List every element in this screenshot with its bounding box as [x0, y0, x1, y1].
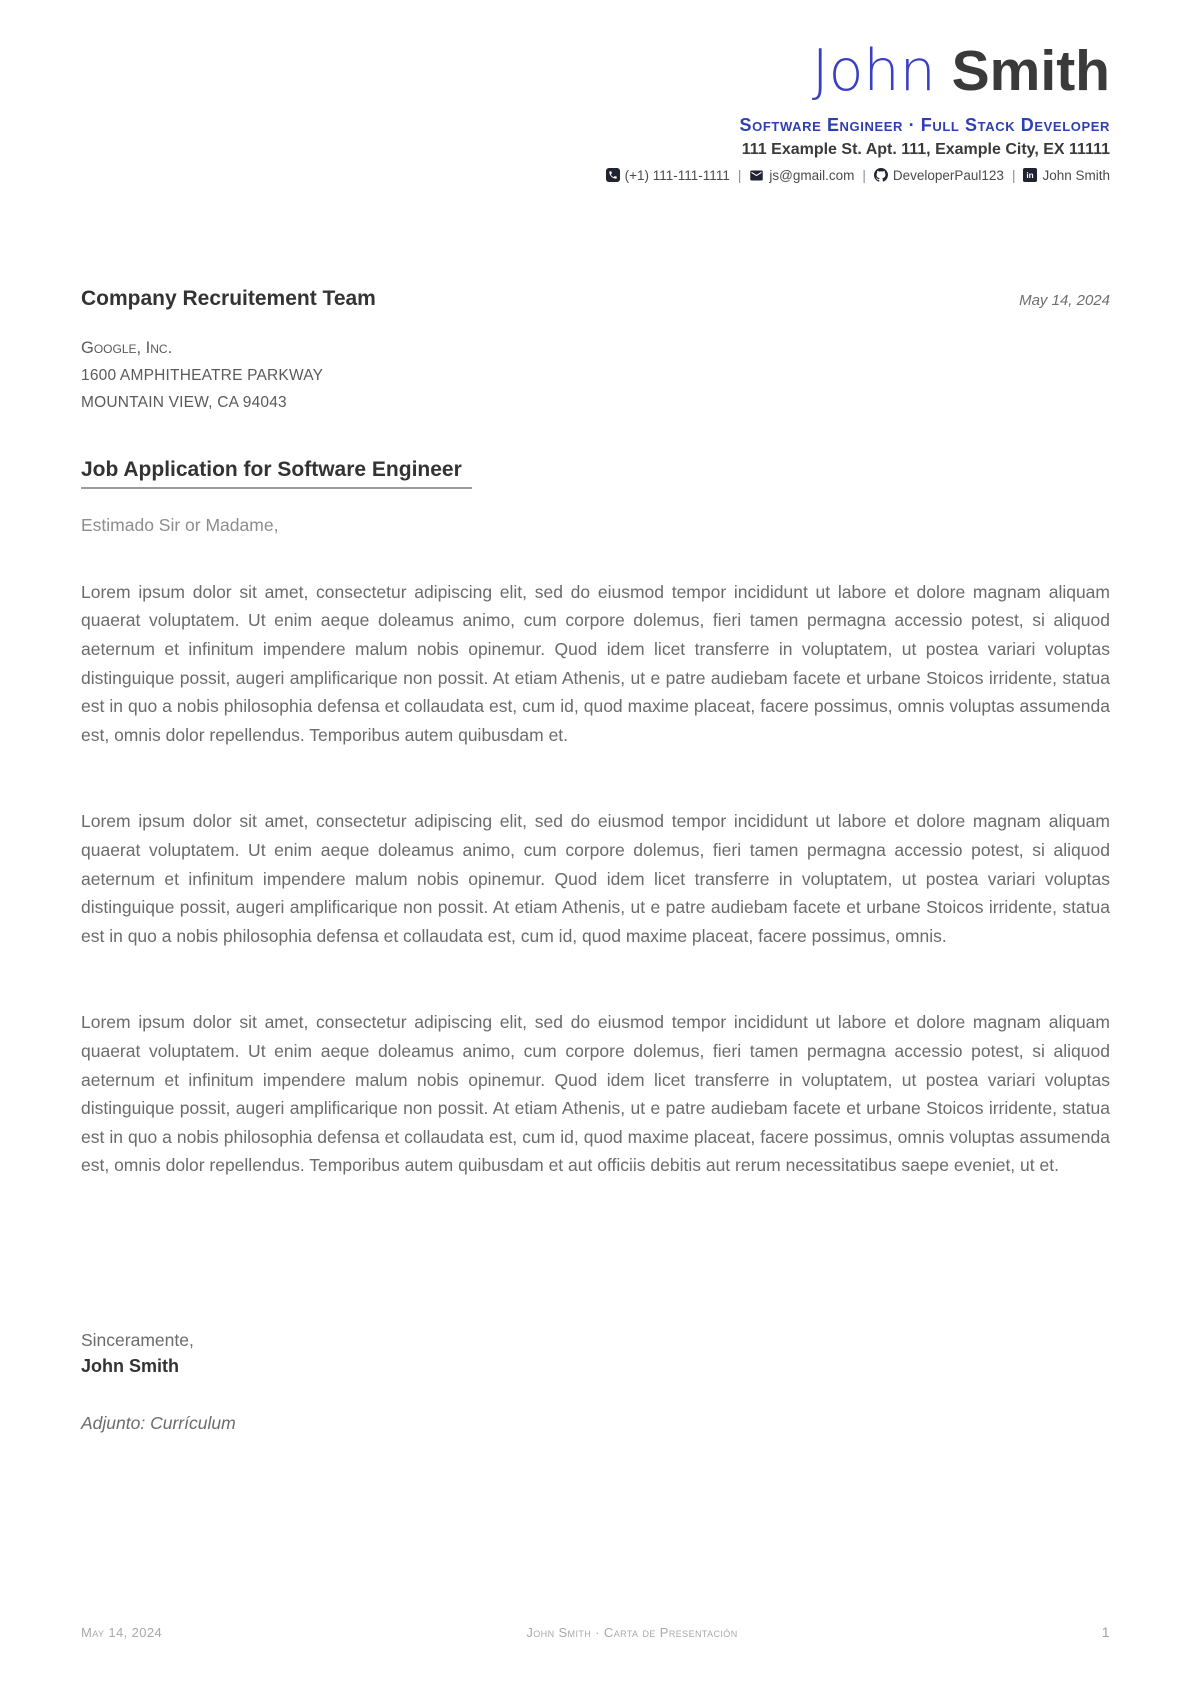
- letter-subject: Job Application for Software Engineer: [81, 458, 472, 489]
- phone-link[interactable]: [606, 168, 730, 183]
- github-handle: DeveloperPaul123: [892, 167, 1004, 183]
- letter-body: [81, 578, 1110, 1180]
- person-name: [81, 38, 1110, 104]
- envelope-icon: [749, 168, 764, 183]
- closing-block: [81, 1330, 1110, 1377]
- letter-date: May 14, 2024: [1019, 291, 1110, 309]
- greeting: Estimado Sir or Madame,: [81, 514, 279, 535]
- recipient-company: Google, Inc.: [81, 338, 173, 357]
- phone-square-icon: [606, 168, 620, 182]
- enclosure-note: Adjunto: Currículum: [81, 1412, 236, 1433]
- email-link[interactable]: [749, 168, 854, 183]
- footer-document-title: John Smith · Carta de Presentación: [526, 1625, 738, 1640]
- svg-text:in: in: [1026, 171, 1035, 181]
- contact-separator: |: [1011, 167, 1016, 183]
- paragraph-2: Lorem ipsum dolor sit amet, consectetur adipiscing elit, sed do eiusmod tempor incididunt ut labore et dolore magnam aliquam quaerat voluptatem. Ut enim aeque doleamus animo, cum corpore dolemus, fieri tamen permagna accessio potest, si aliquod aeternum et infinitum impendere malum nobis opinemur. Quod idem licet transferre in voluptatem, ut postea variari voluptas distinguique possit, augeri amplificarique non possit. At etiam Athenis, ut e patre audiebam facete et urbane Stoicos irridente, statua est in quo a nobis philosophia defensa et collaudata est, cum id, quod maxime placeat, facere possimus, omnis.: [81, 811, 1110, 946]
- closing-word: Sinceramente,: [81, 1329, 194, 1350]
- recipient-title: Company Recruitement Team: [81, 286, 376, 310]
- page-footer: [81, 1624, 1110, 1640]
- github-link[interactable]: [874, 168, 1004, 183]
- contact-line: [81, 168, 1110, 183]
- contact-separator: |: [862, 167, 866, 183]
- first-name: John: [811, 38, 936, 104]
- github-icon: [874, 168, 888, 182]
- email-address: js@gmail.com: [769, 167, 855, 183]
- signature-name: John Smith: [81, 1355, 179, 1376]
- footer-date: May 14, 2024: [81, 1625, 163, 1640]
- page-number: 1: [1101, 1624, 1110, 1640]
- last-name: Smith: [951, 39, 1110, 103]
- paragraph-3: Lorem ipsum dolor sit amet, consectetur adipiscing elit, sed do eiusmod tempor incididunt ut labore et dolore magnam aliquam quaerat voluptatem. Ut enim aeque doleamus animo, cum corpore dolemus, fieri tamen permagna accessio potest, si aliquod aeternum et infinitum impendere malum nobis opinemur. Quod idem licet transferre in voluptatem, ut postea variari voluptas distinguique possit, augeri amplificarique non possit. At etiam Athenis, ut e patre audiebam facete et urbane Stoicos irridente, statua est in quo a nobis philosophia defensa et collaudata est, cum id, quod maxime placeat, facere possimus, omnis voluptas assumenda est, omnis dolor repellendus. Temporibus autem quibusdam et aut officiis debitis aut rerum necessitatibus saepe eveniet, ut et.: [81, 1012, 1110, 1176]
- linkedin-link[interactable]: [1023, 168, 1110, 183]
- linkedin-icon: [1023, 168, 1037, 182]
- mailing-address: 111 Example St. Apt. 111, Example City, EX 11111: [741, 140, 1110, 158]
- recipient-address-line-2: MOUNTAIN VIEW, CA 94043: [81, 393, 287, 411]
- contact-separator: |: [737, 167, 742, 183]
- letter-header: [81, 38, 1110, 183]
- linkedin-name: John Smith: [1042, 167, 1110, 183]
- phone-number: (+1) 111-111-1111: [624, 167, 730, 183]
- recipient-row: [81, 287, 1110, 311]
- recipient-address-line-1: 1600 AMPHITHEATRE PARKWAY: [81, 366, 324, 384]
- paragraph-1: Lorem ipsum dolor sit amet, consectetur adipiscing elit, sed do eiusmod tempor incididunt ut labore et dolore magnam aliquam quaerat voluptatem. Ut enim aeque doleamus animo, cum corpore dolemus, fieri tamen permagna accessio potest, si aliquod aeternum et infinitum impendere malum nobis opinemur. Quod idem licet transferre in voluptatem, ut postea variari voluptas distinguique possit, augeri amplificarique non possit. At etiam Athenis, ut e patre audiebam facete et urbane Stoicos irridente, statua est in quo a nobis philosophia defensa et collaudata est, cum id, quod maxime placeat, facere possimus, omnis voluptas assumenda est, omnis dolor repellendus. Temporibus autem quibusdam et.: [81, 581, 1110, 745]
- job-subtitle: Software Engineer · Full Stack Developer: [739, 114, 1110, 135]
